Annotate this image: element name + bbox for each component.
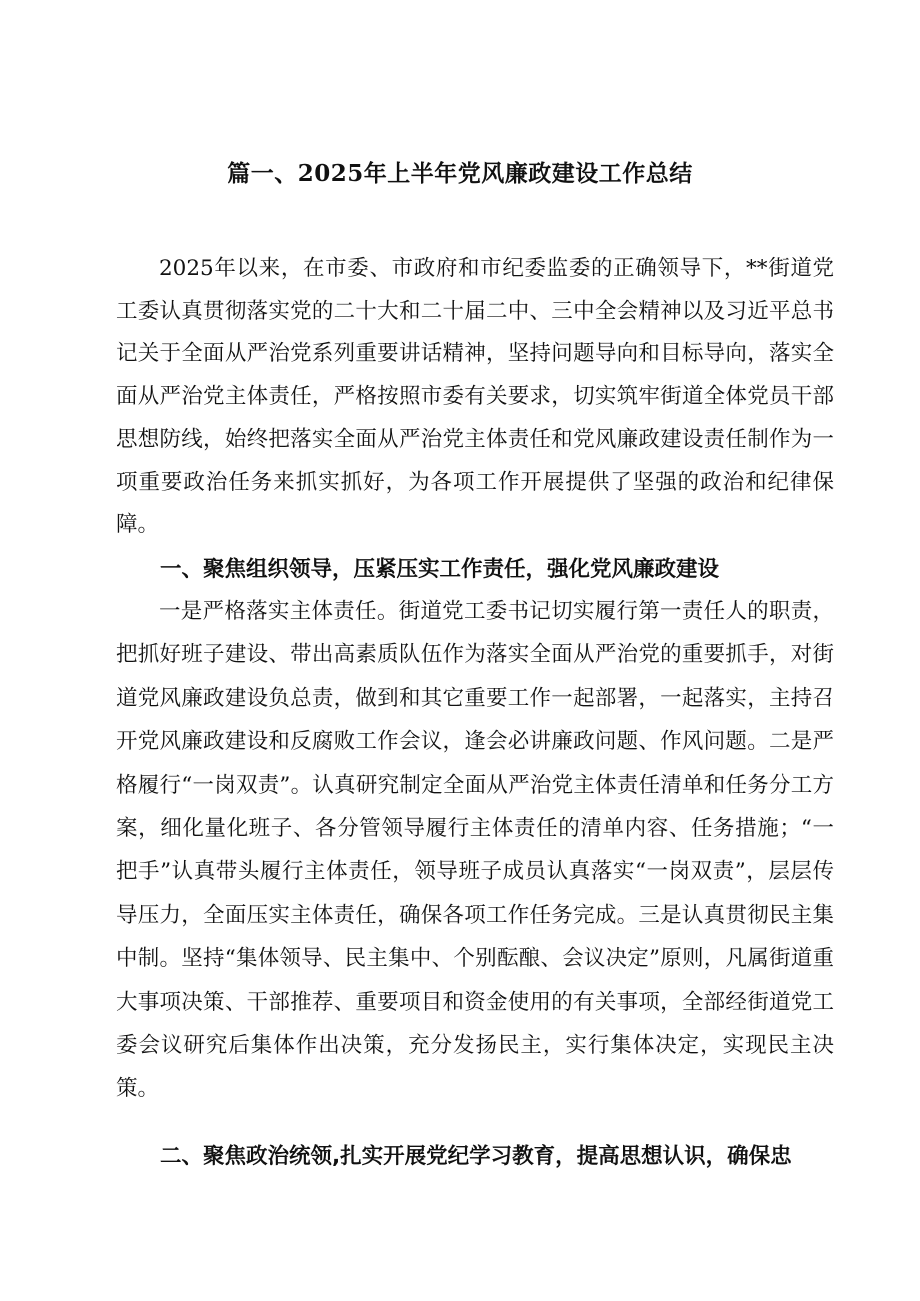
section-1-body: 一是严格落实主体责任。街道党工委书记切实履行第一责任人的职责，把抓好班子建设、带出高素质队伍作为落实全面从严治党的重要抓手，对街道党风廉政建设负总责，做到和其它重要工作一起部署，一起落实，主持召开党风廉政建设和反腐败工作会议，逢会必讲廉政问题、作风问题。二是严格履行“一岗双责”。认真研究制定全面从严治党主体责任清单和任务分工方案，细化量化班子、各分管领导履行主体责任的清单内容、任务措施；“一把手”认真带头履行主体责任，领导班子成员认真落实“一岗双责”，层层传导压力，全面压实主体责任，确保各项工作任务完成。三是认真贯彻民主集中制。坚持“集体领导、民主集中、个别酝酿、会议决定”原则，凡属街道重大事项决策、干部推荐、重要项目和资金使用的有关事项，全部经街道党工委会议研究后集体作出决策，充分发扬民主，实行集体决定，实现民主决策。 [116,599,834,1102]
section-1-heading: 一、聚焦组织领导，压紧压实工作责任，强化党风廉政建设 [160,557,720,582]
section-2-heading: 二、聚焦政治统领,扎实开展党纪学习教育，提高思想认识，确保忠 [160,1144,792,1169]
intro-paragraph: 2025年以来，在市委、市政府和市纪委监委的正确领导下，**街道党工委认真贯彻落实党的二十大和二十届二中、三中全会精神以及习近平总书记关于全面从严治党系列重要讲话精神，坚持问题导向和目标导向，落实全面从严治党主体责任，严格按照市委有关要求，切实筑牢街道全体党员干部思想防线，始终把落实全面从严治党主体责任和党风廉政建设责任制作为一项重要政治任务来抓实抓好，为各项工作开展提供了坚强的政治和纪律保障。 [116,256,834,538]
document-title: 篇一、2025年上半年党风廉政建设工作总结 [227,160,693,187]
